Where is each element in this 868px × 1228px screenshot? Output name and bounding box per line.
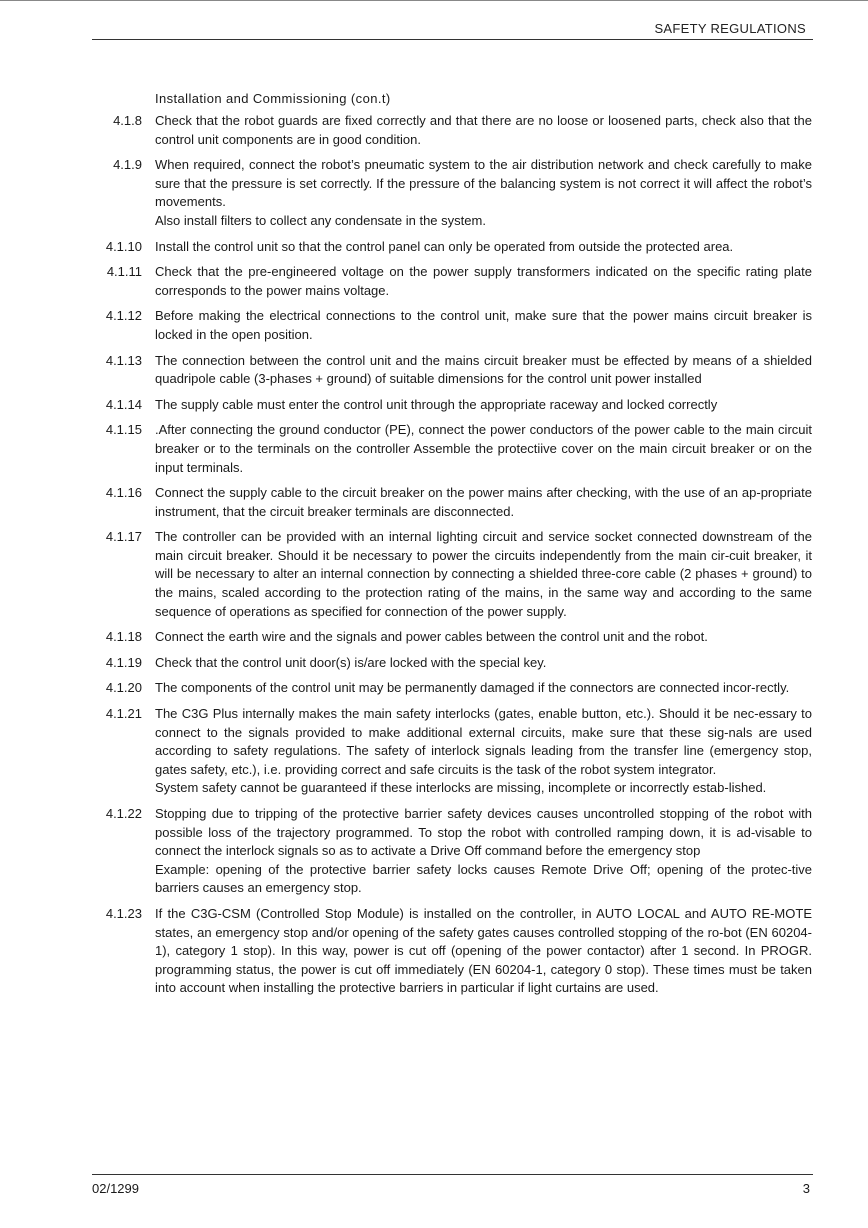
item-paragraph: The connection between the control unit and the mains circuit breaker must be effected by means of a shielded quadripole cable (3-phases + ground) of suitable dimensions for the control unit power installed (155, 352, 812, 387)
regulation-item (0, 805, 868, 898)
item-number: 4.1.19 (105, 654, 142, 670)
regulation-item (0, 421, 868, 477)
item-text (155, 628, 812, 647)
item-number: 4.1.15 (105, 422, 142, 438)
item-text (155, 263, 812, 300)
item-paragraph: Connect the earth wire and the signals and power cables between the control unit and the robot. (155, 629, 708, 645)
section-title: Installation and Commissioning (con.t) (155, 91, 391, 106)
item-number: 4.1.12 (105, 308, 142, 324)
regulation-item (0, 628, 868, 647)
item-number: 4.1.18 (105, 629, 142, 645)
regulation-item (0, 528, 868, 621)
regulation-item (0, 112, 868, 149)
regulation-item (0, 156, 868, 230)
item-paragraph: Also install filters to collect any condensate in the system. (155, 212, 486, 228)
item-paragraph: Check that the robot guards are fixed correctly and that there are no loose or loosened parts, check also that the control unit components are in good condition. (155, 113, 812, 147)
item-paragraph: The supply cable must enter the control unit through the appropriate raceway and locked correctly (155, 396, 718, 412)
item-text (155, 905, 812, 998)
regulation-item (0, 352, 868, 389)
item-number: 4.1.16 (105, 485, 142, 501)
item-paragraph: If the C3G-CSM (Controlled Stop Module) is installed on the controller, in AUTO LOCAL and AUTO RE-MOTE states, an emergency stop and/or opening of the safety gates causes controlled stopping of the ro-bot (EN 60204-1), category 1 stop). In this way, power is cut off (opening of the power contactor) after 1 second. In PROGR. programming status, the power is cut off immediately (EN 60204-1, category 0 stop). These times must be taken into account when installing the protective barriers in particular if light curtains are used. (155, 905, 812, 996)
regulation-item (0, 484, 868, 521)
item-number: 4.1.11 (106, 264, 142, 280)
header-rule (92, 39, 813, 40)
item-text (155, 396, 812, 415)
item-text (155, 528, 812, 621)
item-number: 4.1.14 (105, 396, 142, 412)
item-list (0, 112, 868, 998)
item-text (155, 307, 812, 344)
item-text (155, 705, 812, 798)
regulation-item (0, 238, 868, 257)
item-text (155, 238, 812, 257)
item-paragraph: .After connecting the ground conductor (PE), connect the power conductors of the power cable to the main circuit breaker or to the terminals on the controller Assemble the protectiive cover on the main circuit breaker or on the input terminals. (155, 422, 812, 475)
item-number: 4.1.20 (105, 680, 142, 696)
item-number: 4.1.10 (105, 238, 142, 254)
item-text (155, 112, 812, 149)
page-content (0, 90, 868, 1005)
item-paragraph: Check that the control unit door(s) is/are locked with the special key. (155, 654, 547, 670)
item-text (155, 421, 812, 477)
item-text (155, 352, 812, 389)
item-number: 4.1.23 (105, 905, 142, 921)
regulation-item (0, 679, 868, 698)
top-border (0, 0, 868, 1)
regulation-item (0, 654, 868, 673)
item-paragraph: Stopping due to tripping of the protective barrier safety devices causes uncontrolled stopping of the robot with possible loss of the trajectory programmed. To stop the robot with controlled ramping down, it is ad-visable to connect the interlock signals so as to activate a Drive Off command before the emergency stop (155, 806, 812, 859)
item-text (155, 654, 812, 673)
regulation-item (0, 396, 868, 415)
item-paragraph: Connect the supply cable to the circuit breaker on the power mains after checking, with the use of an ap-propriate instrument, that the circuit breaker terminals are disconnected. (155, 485, 812, 519)
regulation-item (0, 705, 868, 798)
item-paragraph: The controller can be provided with an internal lighting circuit and service socket connected downstream of the main circuit breaker. Should it be necessary to power the circuits independently from the main cir-cuit breaker, it will be necessary to alter an internal connection by connecting a shielded three-core cable (2 phases + ground) to the mains, scaled according to the protection rating of the mains, in the same way and according to the same sequence of operations as specified for connection of the power supply. (155, 529, 812, 619)
item-paragraph: Check that the pre-engineered voltage on the power supply transformers indicated on the specific rating plate corresponds to the power mains voltage. (155, 264, 812, 298)
item-number: 4.1.17 (105, 529, 142, 545)
regulation-item (0, 263, 868, 300)
regulation-item (0, 307, 868, 344)
item-paragraph: Install the control unit so that the control panel can only be operated from outside the protected area. (155, 238, 734, 254)
item-paragraph: The C3G Plus internally makes the main safety interlocks (gates, enable button, etc.). Should it be nec-essary to connect to the signals provided to make additional external circuits, make sure that these sig-nals are used according to safety regulations. The safety of interlock signals leading from the transfer line (emergency stop, gates safety, etc.), i.e. providing correct and safe circuits is the task of the robot system integrator. (155, 706, 812, 777)
item-paragraph: When required, connect the robot’s pneumatic system to the air distribution network and check carefully to make sure that the pressure is set correctly. If the pressure of the balancing system is not correct it will affect the robot’s movements. (155, 157, 812, 210)
page-number: 3 (802, 1181, 810, 1196)
item-paragraph: System safety cannot be guaranteed if these interlocks are missing, incomplete or incorrectly estab-lished. (155, 780, 767, 796)
item-number: 4.1.8 (113, 113, 142, 128)
regulation-item (0, 905, 868, 998)
item-number: 4.1.9 (113, 157, 142, 173)
footer-date: 02/1299 (92, 1181, 139, 1196)
header-title: SAFETY REGULATIONS (654, 21, 806, 36)
item-paragraph: The components of the control unit may be permanently damaged if the connectors are connected incor-rectly. (155, 680, 790, 696)
footer-rule (92, 1174, 813, 1175)
item-text (155, 805, 812, 898)
item-number: 4.1.22 (105, 806, 142, 821)
item-paragraph: Before making the electrical connections to the control unit, make sure that the power mains circuit breaker is locked in the open position. (155, 308, 812, 342)
item-number: 4.1.13 (105, 352, 142, 368)
item-paragraph: Example: opening of the protective barrier safety locks causes Remote Drive Off; opening of the protec-tive barriers causes an emergency stop. (155, 861, 812, 896)
item-number: 4.1.21 (105, 706, 142, 722)
item-text (155, 156, 812, 230)
item-text (155, 679, 812, 698)
item-text (155, 484, 812, 521)
